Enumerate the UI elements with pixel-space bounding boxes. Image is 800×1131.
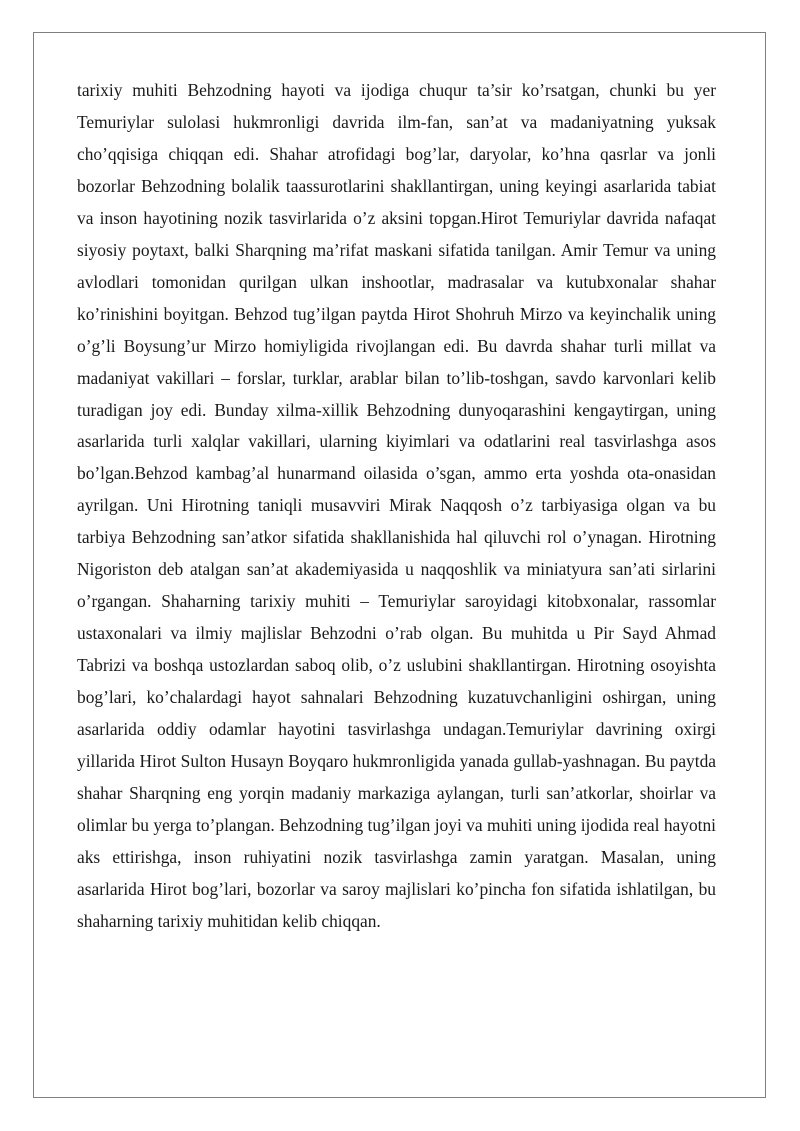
document-body xyxy=(77,75,716,938)
body-paragraph: tarixiy muhiti Behzodning hayoti va ijodiga chuqur ta’sir ko’rsatgan, chunki bu yer Temuriylar sulolasi hukmronligi davrida ilm-fan, san’at va madaniyatning yuksak cho’qqisiga chiqqan edi. Shahar atrofidagi bog’lar, daryolar, ko’hna qasrlar va jonli bozorlar Behzodning bolalik taassurotlarini shakllantirgan, uning keyingi asarlarida tabiat va inson hayotining nozik tasvirlarida o’z aksini topgan.Hirot Temuriylar davrida nafaqat siyosiy poytaxt, balki Sharqning ma’rifat maskani sifatida tanilgan. Amir Temur va uning avlodlari tomonidan qurilgan ulkan inshootlar, madrasalar va kutubxonalar shahar ko’rinishini boyitgan. Behzod tug’ilgan paytda Hirot Shohruh Mirzo va keyinchalik uning o’g’li Boysung’ur Mirzo homiyligida rivojlangan edi. Bu davrda shahar turli millat va madaniyat vakillari – forslar, turklar, arablar bilan to’lib-toshgan, savdo karvonlari kelib turadigan joy edi. Bunday xilma-xillik Behzodning dunyoqarashini kengaytirgan, uning asarlarida turli xalqlar vakillari, ularning kiyimlari va odatlarini real tasvirlashga asos bo’lgan.Behzod kambag’al hunarmand oilasida o’sgan, ammo erta yoshda ota-onasidan ayrilgan. Uni Hirotning taniqli musavviri Mirak Naqqosh o’z tarbiyasiga olgan va bu tarbiya Behzodning san’atkor sifatida shakllanishida hal qiluvchi rol o’ynagan. Hirotning Nigoriston deb atalgan san’at akademiyasida u naqqoshlik va miniatyura san’ati sirlarini o’rgangan. Shaharning tarixiy muhiti – Temuriylar saroyidagi kitobxonalar, rassomlar ustaxonalari va ilmiy majlislar Behzodni o’rab olgan. Bu muhitda u Pir Sayd Ahmad Tabrizi va boshqa ustozlardan saboq olib, o’z uslubini shakllantirgan. Hirotning osoyishta bog’lari, ko’chalardagi hayot sahnalari Behzodning kuzatuvchanligini oshirgan, uning asarlarida oddiy odamlar hayotini tasvirlashga undagan.Temuriylar davrining oxirgi yillarida Hirot Sulton Husayn Boyqaro hukmronligida yanada gullab-yashnagan. Bu paytda shahar Sharqning eng yorqin madaniy markaziga aylangan, turli san’atkorlar, shoirlar va olimlar bu yerga to’plangan. Behzodning tug’ilgan joyi va muhiti uning ijodida real hayotni aks ettirishga, inson ruhiyatini nozik tasvirlashga zamin yaratgan. Masalan, uning asarlarida Hirot bog’lari, bozorlar va saroy majlislari ko’pincha fon sifatida ishlatilgan, bu shaharning tarixiy muhitidan kelib chiqqan. xyxy=(77,80,716,931)
page-frame xyxy=(33,32,766,1098)
